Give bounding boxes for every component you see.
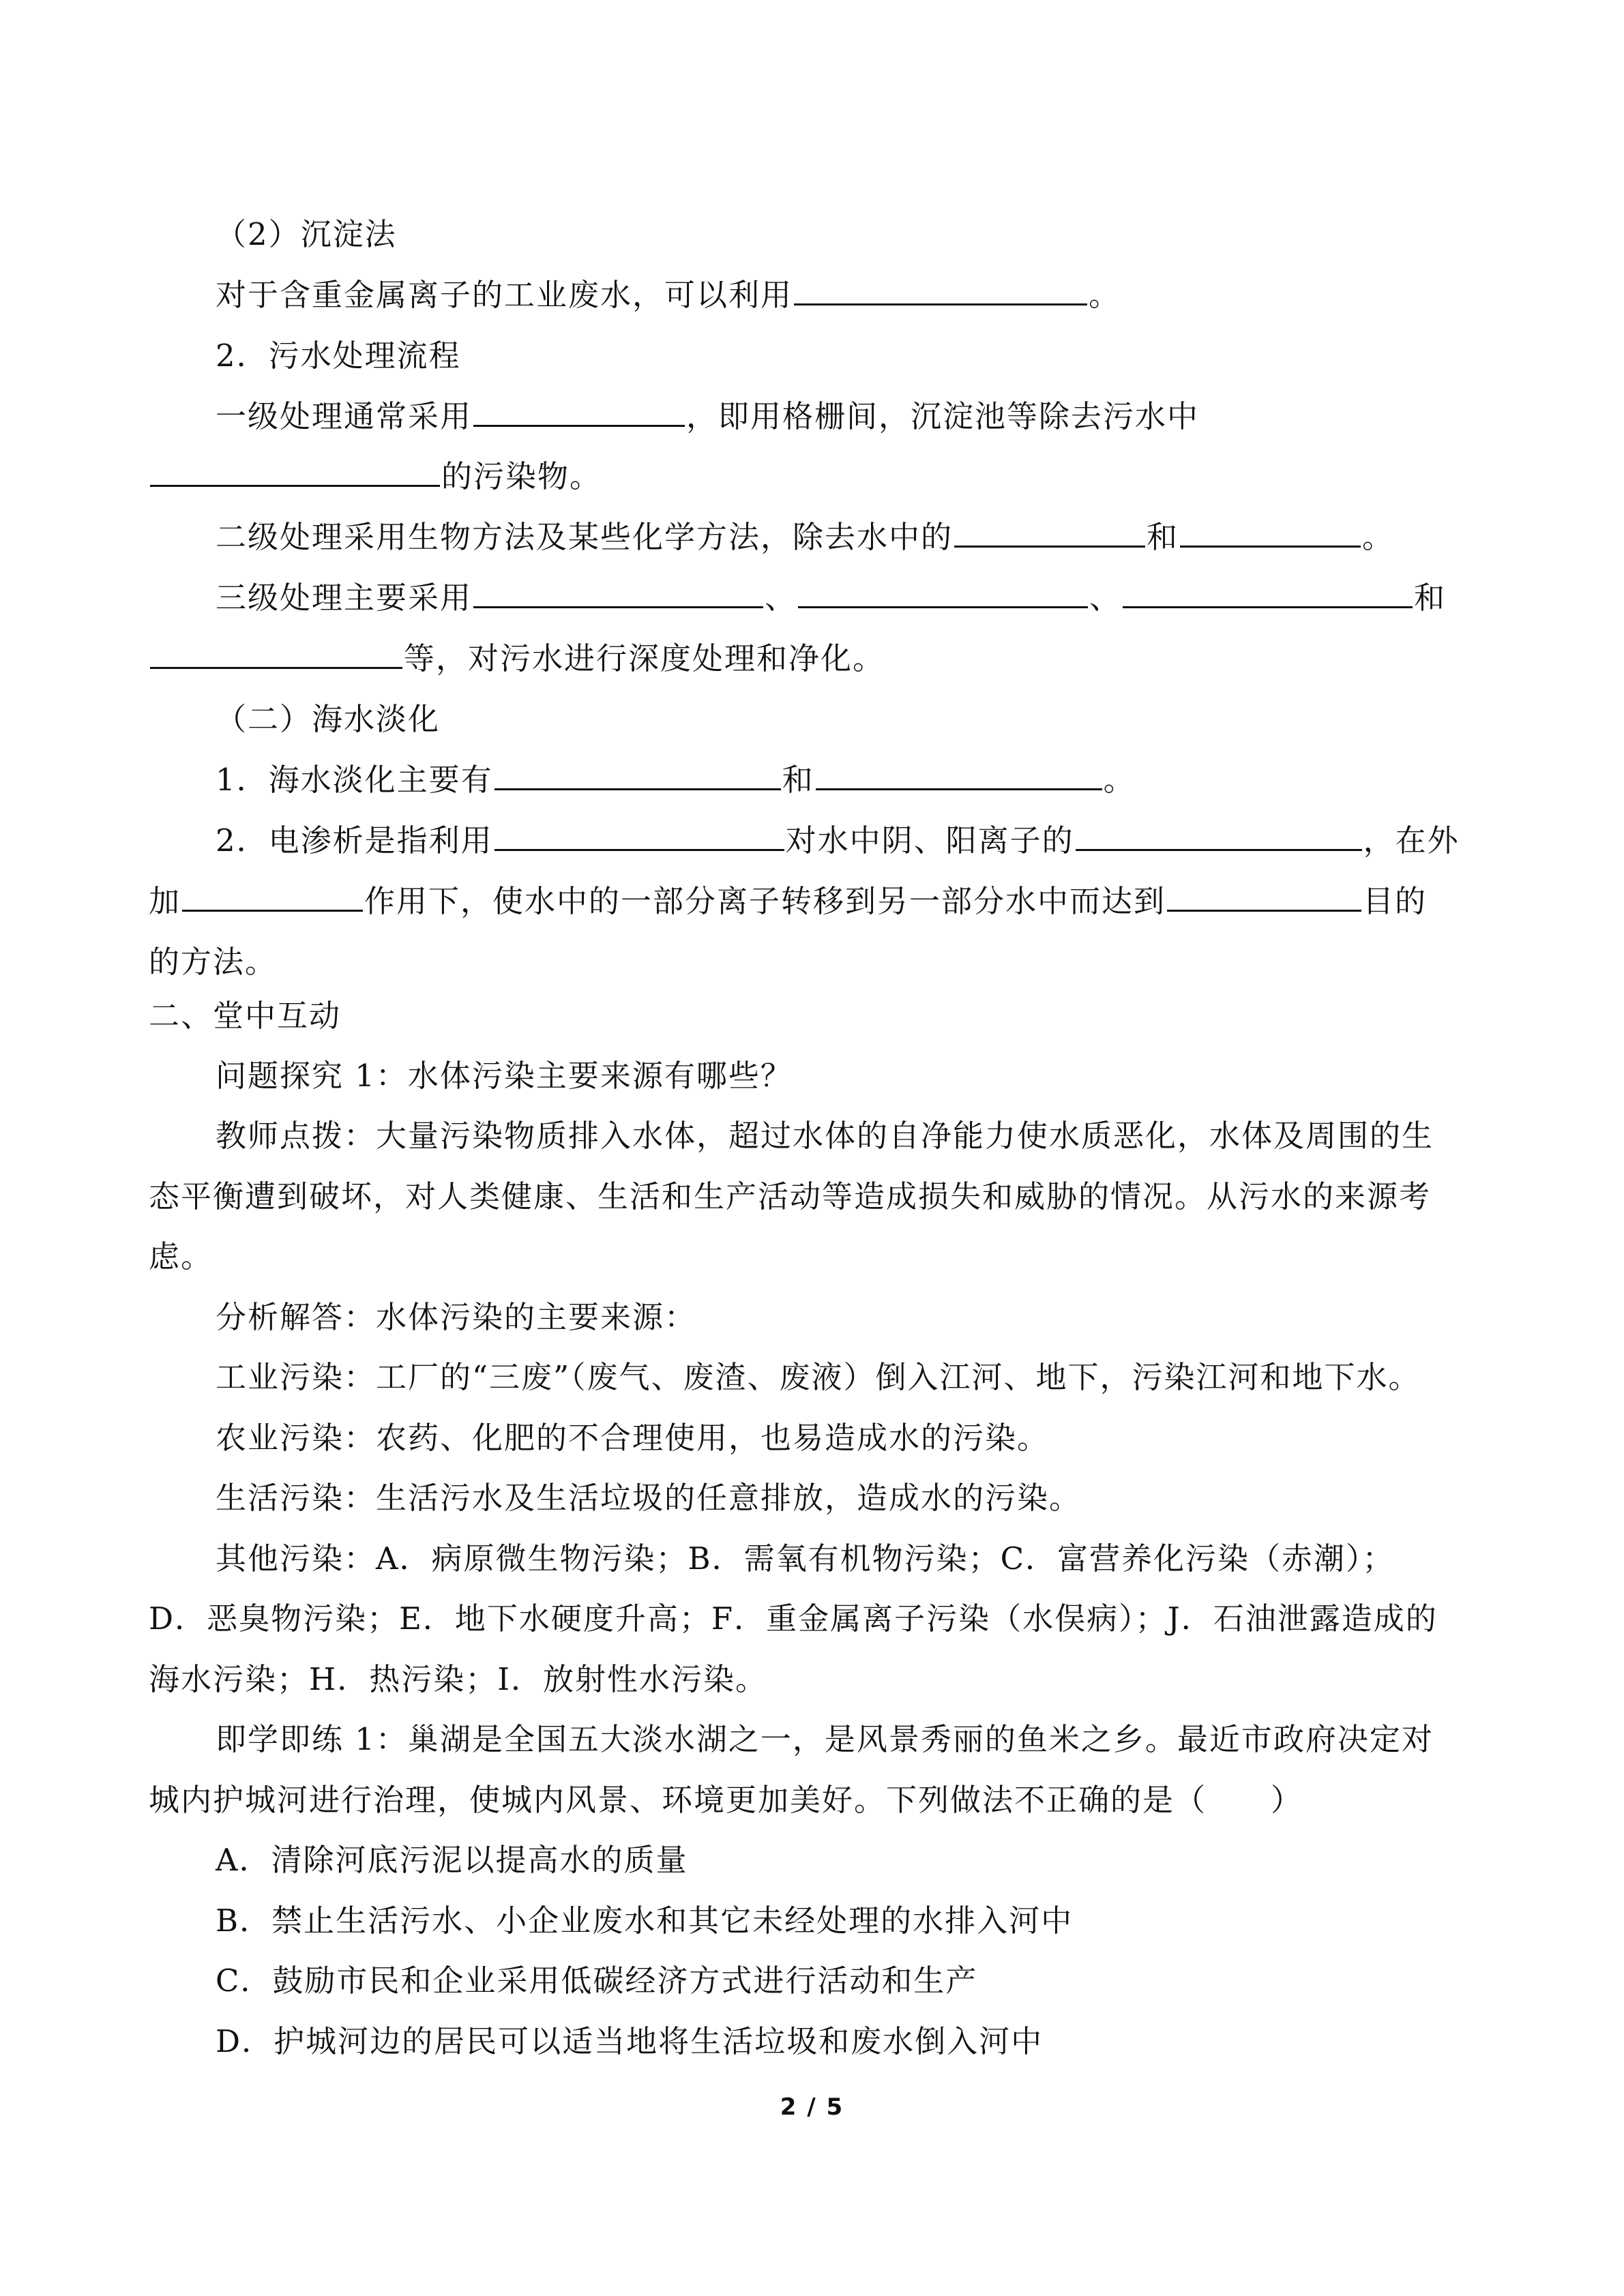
option-a[interactable]: A．清除河底污泥以提高水的质量 xyxy=(216,1842,688,1878)
question-1: 问题探究 1：水体污染主要来源有哪些？ xyxy=(216,1058,793,1094)
fill-blank[interactable] xyxy=(798,568,1088,608)
fill-blank[interactable] xyxy=(150,629,402,669)
fill-blank[interactable] xyxy=(794,265,1087,305)
option-b[interactable]: B．禁止生活污水、小企业废水和其它未经处理的水排入河中 xyxy=(216,1903,1074,1939)
answer-heading: 分析解答：水体污染的主要来源： xyxy=(216,1299,697,1335)
fill-blank[interactable] xyxy=(1076,811,1362,851)
fill-blank[interactable] xyxy=(473,568,763,608)
line-secondary: 二级处理采用生物方法及某些化学方法，除去水中的 和 。 xyxy=(0,507,1624,567)
fill-blank[interactable] xyxy=(1123,568,1413,608)
line-tertiary-cont: 等，对污水进行深度处理和净化。 xyxy=(0,629,1624,689)
fill-blank[interactable] xyxy=(150,447,440,487)
answer-domestic: 生活污染：生活污水及生活垃圾的任意排放，造成水的污染。 xyxy=(216,1480,1082,1516)
teacher-hint-line-2: 态平衡遭到破坏，对人类健康、生活和生产活动等造成损失和威胁的情况。从污水的来源考 xyxy=(149,1178,1432,1214)
fill-blank[interactable] xyxy=(473,387,685,427)
option-c[interactable]: C．鼓励市民和企业采用低碳经济方式进行活动和生产 xyxy=(216,1963,978,1999)
heading-text: （2）沉淀法 xyxy=(216,216,397,252)
exercise-line-1: 即学即练 1：巢湖是全国五大淡水湖之一，是风景秀丽的鱼米之乡。最近市政府决定对 xyxy=(216,1721,1434,1757)
heading-desalination: （二）海水淡化 xyxy=(216,701,441,737)
line-primary-cont: 的污染物。 xyxy=(0,447,1624,507)
line-desal-q2-end: 的方法。 xyxy=(149,944,278,980)
line-tertiary: 三级处理主要采用 、 、 和 xyxy=(0,568,1624,628)
answer-other-line-1: 其他污染：A．病原微生物污染；B．需氧有机物污染；C．富营养化污染（赤潮）； xyxy=(216,1540,1395,1577)
answer-other-line-2: D．恶臭物污染；E．地下水硬度升高；F．重金属离子污染（水俣病）；J．石油泄露造成的 xyxy=(149,1600,1438,1637)
fill-blank[interactable] xyxy=(1167,871,1361,912)
line-desal-q2: 2．电渗析是指利用 对水中阴、阳离子的 ，在外 xyxy=(0,811,1624,871)
teacher-hint-line-3: 虑。 xyxy=(149,1238,213,1274)
page-number: 2 / 5 xyxy=(780,2093,844,2121)
heading-precipitation xyxy=(0,205,1624,265)
option-d[interactable]: D．护城河边的居民可以适当地将生活垃圾和废水倒入河中 xyxy=(216,2023,1044,2059)
fill-blank[interactable] xyxy=(182,871,363,912)
fill-blank[interactable] xyxy=(1180,507,1361,548)
heading-process: 2．污水处理流程 xyxy=(216,338,461,374)
line-desal-q2-cont: 加 作用下，使水中的一部分离子转移到另一部分水中而达到 目的 xyxy=(0,871,1624,931)
fill-blank[interactable] xyxy=(816,750,1102,790)
fill-blank[interactable] xyxy=(494,750,781,790)
fill-blank[interactable] xyxy=(494,811,784,851)
line-precipitation-text: 对于含重金属离子的工业废水，可以利用 。 xyxy=(0,265,1624,325)
exercise-line-2: 城内护城河进行治理，使城内风景、环境更加美好。下列做法不正确的是（ ） xyxy=(149,1782,1303,1818)
line-primary: 一级处理通常采用 ，即用格栅间，沉淀池等除去污水中 xyxy=(0,387,1624,447)
answer-other-line-3: 海水污染；H．热污染；I．放射性水污染。 xyxy=(149,1661,768,1697)
fill-blank[interactable] xyxy=(954,507,1145,548)
answer-industrial: 工业污染：工厂的“三废”（废气、废渣、废液）倒入江河、地下，污染江河和地下水。 xyxy=(216,1359,1421,1395)
answer-agricultural: 农业污染：农药、化肥的不合理使用，也易造成水的污染。 xyxy=(216,1420,1050,1456)
heading-interaction: 二、堂中互动 xyxy=(149,998,342,1034)
line-desal-q1: 1．海水淡化主要有 和 。 xyxy=(0,750,1624,810)
teacher-hint-line-1: 教师点拨：大量污染物质排入水体，超过水体的自净能力使水质恶化，水体及周围的生 xyxy=(216,1118,1434,1154)
